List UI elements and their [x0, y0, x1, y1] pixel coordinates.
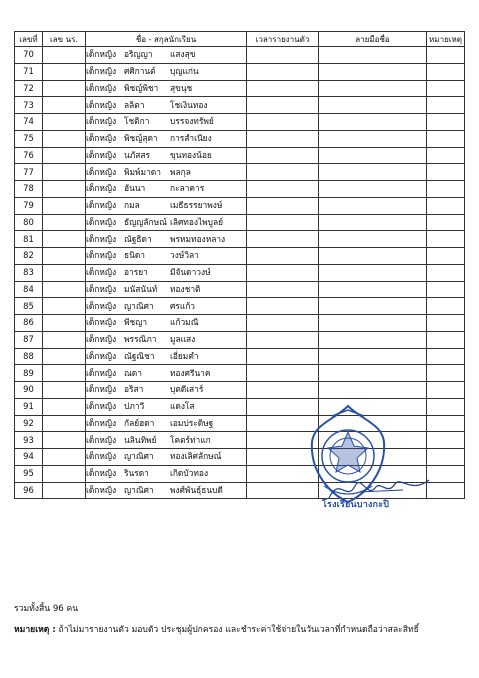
student-id-cell — [43, 130, 86, 147]
row-number: 94 — [15, 449, 43, 466]
student-name-cell — [86, 214, 247, 231]
table-row — [15, 181, 465, 198]
table-row — [15, 449, 465, 466]
report-time-cell — [247, 181, 319, 198]
student-id-cell — [43, 482, 86, 499]
row-number: 87 — [15, 331, 43, 348]
row-number: 93 — [15, 432, 43, 449]
report-time-cell — [247, 164, 319, 181]
last-name: มีจันดาวงษ์ — [170, 267, 211, 278]
remark-cell — [427, 214, 465, 231]
name-prefix: เด็กหญิง — [86, 250, 117, 261]
table-row — [15, 331, 465, 348]
table-row — [15, 415, 465, 432]
last-name: เมธีธรรยาพงษ์ — [170, 200, 223, 211]
signature-cell — [319, 164, 427, 181]
student-name-cell — [86, 181, 247, 198]
report-time-cell — [247, 315, 319, 332]
student-id-cell — [43, 398, 86, 415]
name-prefix: เด็กหญิง — [86, 99, 117, 110]
student-name-cell — [86, 398, 247, 415]
last-name: ทองชาติ — [170, 283, 201, 294]
row-number: 72 — [15, 80, 43, 97]
student-id-cell — [43, 147, 86, 164]
name-prefix: เด็กหญิง — [86, 116, 117, 127]
last-name: แก้วมณี — [170, 317, 199, 328]
student-id-cell — [43, 298, 86, 315]
row-number: 82 — [15, 248, 43, 265]
remark-cell — [427, 197, 465, 214]
header-report-time: เวลารายงานตัว — [247, 32, 319, 47]
signature-cell — [319, 181, 427, 198]
student-id-cell — [43, 248, 86, 265]
row-number: 75 — [15, 130, 43, 147]
signature-cell — [319, 130, 427, 147]
first-name: ลลิตา — [124, 99, 145, 110]
student-id-cell — [43, 214, 86, 231]
student-id-cell — [43, 231, 86, 248]
report-time-cell — [247, 365, 319, 382]
last-name: เอมประดิษฐ — [170, 417, 214, 428]
last-name: สุขนุช — [170, 82, 193, 93]
student-id-cell — [43, 164, 86, 181]
student-name-cell — [86, 164, 247, 181]
table-row — [15, 147, 465, 164]
row-number: 71 — [15, 63, 43, 80]
remark-cell — [427, 248, 465, 265]
name-prefix: เด็กหญิง — [86, 350, 117, 361]
signature-cell — [319, 298, 427, 315]
student-id-cell — [43, 80, 86, 97]
report-time-cell — [247, 264, 319, 281]
name-prefix: เด็กหญิง — [86, 66, 117, 77]
report-time-cell — [247, 147, 319, 164]
first-name: ณัฐณิชา — [124, 350, 155, 361]
row-number: 83 — [15, 264, 43, 281]
signature-cell — [319, 382, 427, 399]
table-row — [15, 248, 465, 265]
first-name: ญาณิศา — [124, 484, 154, 495]
row-number: 84 — [15, 281, 43, 298]
student-name-cell — [86, 298, 247, 315]
student-id-cell — [43, 63, 86, 80]
table-row — [15, 298, 465, 315]
report-time-cell — [247, 231, 319, 248]
student-name-cell — [86, 281, 247, 298]
remark-cell — [427, 63, 465, 80]
first-name: โชติกา — [124, 116, 150, 127]
report-time-cell — [247, 331, 319, 348]
report-time-cell — [247, 97, 319, 114]
first-name: ณดา — [124, 367, 142, 378]
student-name-cell — [86, 63, 247, 80]
student-name-cell — [86, 315, 247, 332]
table-row — [15, 315, 465, 332]
last-name: โคตร์ท่าแก — [170, 434, 211, 445]
remark-cell — [427, 298, 465, 315]
student-name-cell — [86, 382, 247, 399]
table-row — [15, 398, 465, 415]
remark-cell — [427, 114, 465, 131]
name-prefix: เด็กหญิง — [86, 300, 117, 311]
first-name: ธัญญลักษณ์ — [124, 216, 167, 227]
first-name: อารยา — [124, 267, 148, 278]
student-name-cell — [86, 465, 247, 482]
student-name-cell — [86, 197, 247, 214]
row-number: 81 — [15, 231, 43, 248]
signature-cell — [319, 348, 427, 365]
name-prefix: เด็กหญิง — [86, 384, 117, 395]
student-id-cell — [43, 382, 86, 399]
name-prefix: เด็กหญิง — [86, 367, 117, 378]
student-name-cell — [86, 432, 247, 449]
first-name: ปภาวี — [124, 401, 145, 412]
student-name-cell — [86, 365, 247, 382]
table-row — [15, 130, 465, 147]
student-id-cell — [43, 415, 86, 432]
first-name: พรรณิภา — [124, 334, 157, 345]
signature-cell — [319, 97, 427, 114]
student-name-cell — [86, 264, 247, 281]
last-name: มูลแสง — [170, 334, 196, 345]
student-id-cell — [43, 181, 86, 198]
table-row — [15, 80, 465, 97]
name-prefix: เด็กหญิง — [86, 149, 117, 160]
remark-cell — [427, 80, 465, 97]
report-time-cell — [247, 214, 319, 231]
student-id-cell — [43, 264, 86, 281]
student-id-cell — [43, 47, 86, 64]
report-time-cell — [247, 80, 319, 97]
row-number: 79 — [15, 197, 43, 214]
row-number: 96 — [15, 482, 43, 499]
remark-note — [14, 622, 419, 636]
student-id-cell — [43, 331, 86, 348]
first-name: พิชญ์สุดา — [124, 133, 158, 144]
name-prefix: เด็กหญิง — [86, 434, 117, 445]
report-time-cell — [247, 281, 319, 298]
student-id-cell — [43, 97, 86, 114]
remark-cell — [427, 331, 465, 348]
report-time-cell — [247, 382, 319, 399]
first-name: ฮันนา — [124, 183, 146, 194]
last-name: เลิศทองไพบูลย์ — [170, 216, 224, 227]
summary-count: 96 — [52, 604, 64, 614]
student-name-cell — [86, 47, 247, 64]
student-name-cell — [86, 130, 247, 147]
first-name: นลินทิพย์ — [124, 434, 157, 445]
name-prefix: เด็กหญิง — [86, 200, 117, 211]
name-prefix: เด็กหญิง — [86, 133, 117, 144]
first-name: มนัสนันท์ — [124, 283, 158, 294]
last-name: เอี่ยมคำ — [170, 350, 199, 361]
name-prefix: เด็กหญิง — [86, 216, 117, 227]
last-name: ศรแก้ว — [170, 300, 195, 311]
signature-cell — [319, 63, 427, 80]
row-number: 89 — [15, 365, 43, 382]
row-number: 80 — [15, 214, 43, 231]
remark-cell — [427, 398, 465, 415]
last-name: บรรจงทรัพย์ — [170, 116, 214, 127]
student-name-cell — [86, 80, 247, 97]
signature-cell — [319, 197, 427, 214]
header-remark: หมายเหตุ — [427, 32, 465, 47]
student-name-cell — [86, 331, 247, 348]
row-number: 70 — [15, 47, 43, 64]
remark-cell — [427, 365, 465, 382]
row-number: 78 — [15, 181, 43, 198]
name-prefix: เด็กหญิง — [86, 451, 117, 462]
signature-cell — [319, 331, 427, 348]
signature-cell — [319, 147, 427, 164]
last-name: เกิดบัวทอง — [170, 468, 209, 479]
report-time-cell — [247, 248, 319, 265]
remark-cell — [427, 281, 465, 298]
first-name: ญาณิศา — [124, 451, 154, 462]
signature-cell — [319, 114, 427, 131]
last-name: แดงโส — [170, 401, 195, 412]
row-number: 91 — [15, 398, 43, 415]
table-row — [15, 47, 465, 64]
last-name: พงศ์พันธุ์ธนบดี — [170, 484, 223, 495]
student-roster-table — [14, 31, 465, 499]
header-student-id: เลข นร. — [43, 32, 86, 47]
first-name: กมล — [124, 200, 140, 211]
report-time-cell — [247, 63, 319, 80]
last-name: พรหมทองหลาง — [170, 233, 226, 244]
first-name: ณัฐธิดา — [124, 233, 152, 244]
signature-cell — [319, 315, 427, 332]
row-number: 90 — [15, 382, 43, 399]
table-header — [15, 32, 465, 47]
name-prefix: เด็กหญิง — [86, 484, 117, 495]
first-name: รินรดา — [124, 468, 149, 479]
remark-cell — [427, 147, 465, 164]
name-prefix: เด็กหญิง — [86, 334, 117, 345]
last-name: การสำเนียง — [170, 133, 212, 144]
signature-cell — [319, 264, 427, 281]
row-number: 77 — [15, 164, 43, 181]
row-number: 86 — [15, 315, 43, 332]
student-id-cell — [43, 432, 86, 449]
last-name: ขุนทองน้อย — [170, 149, 212, 160]
name-prefix: เด็กหญิง — [86, 468, 117, 479]
report-time-cell — [247, 47, 319, 64]
report-time-cell — [247, 114, 319, 131]
signature-cell — [319, 365, 427, 382]
row-number: 92 — [15, 415, 43, 432]
last-name: กะลาคาร — [170, 183, 205, 194]
last-name: ทองศรีนาค — [170, 367, 211, 378]
table-row — [15, 197, 465, 214]
first-name: พีชญา — [124, 317, 148, 328]
name-prefix: เด็กหญิง — [86, 82, 117, 93]
student-name-cell — [86, 114, 247, 131]
signature-cell — [319, 281, 427, 298]
student-id-cell — [43, 114, 86, 131]
first-name: ธนิดา — [124, 250, 145, 261]
student-name-cell — [86, 231, 247, 248]
remark-cell — [427, 432, 465, 449]
row-number: 76 — [15, 147, 43, 164]
student-name-cell — [86, 482, 247, 499]
signature-cell — [319, 47, 427, 64]
signature-cell — [319, 231, 427, 248]
total-summary — [14, 601, 78, 615]
last-name: แสงสุข — [170, 49, 196, 60]
remark-cell — [427, 348, 465, 365]
name-prefix: เด็กหญิง — [86, 233, 117, 244]
last-name: โชเงินทอง — [170, 99, 208, 110]
table-row — [15, 264, 465, 281]
table-row — [15, 281, 465, 298]
remark-cell — [427, 164, 465, 181]
signature-cell — [319, 214, 427, 231]
header-no: เลขที่ — [15, 32, 43, 47]
first-name: ญาณิศา — [124, 300, 154, 311]
row-number: 95 — [15, 465, 43, 482]
table-row — [15, 214, 465, 231]
table-row — [15, 348, 465, 365]
remark-cell — [427, 231, 465, 248]
signature-cell — [319, 80, 427, 97]
name-prefix: เด็กหญิง — [86, 417, 117, 428]
student-id-cell — [43, 449, 86, 466]
student-id-cell — [43, 465, 86, 482]
last-name: บุญแก่น — [170, 66, 199, 77]
student-name-cell — [86, 415, 247, 432]
table-row — [15, 365, 465, 382]
last-name: พลกุล — [170, 166, 191, 177]
row-number: 85 — [15, 298, 43, 315]
table-row — [15, 382, 465, 399]
summary-label: รวมทั้งสิ้น — [14, 604, 51, 614]
row-number: 73 — [15, 97, 43, 114]
row-number: 88 — [15, 348, 43, 365]
first-name: อริสา — [124, 384, 144, 395]
student-name-cell — [86, 97, 247, 114]
first-name: พิชญ์พิชา — [124, 82, 159, 93]
remark-cell — [427, 449, 465, 466]
remark-cell — [427, 382, 465, 399]
name-prefix: เด็กหญิง — [86, 283, 117, 294]
remark-cell — [427, 415, 465, 432]
report-time-cell — [247, 197, 319, 214]
header-name: ชื่อ - สกุลนักเรียน — [86, 32, 247, 47]
remark-cell — [427, 264, 465, 281]
name-prefix: เด็กหญิง — [86, 317, 117, 328]
name-prefix: เด็กหญิง — [86, 166, 117, 177]
table-row — [15, 97, 465, 114]
first-name: นภัสสร — [124, 149, 150, 160]
name-prefix: เด็กหญิง — [86, 49, 117, 60]
first-name: พิมพ์มาดา — [124, 166, 161, 177]
row-number: 74 — [15, 114, 43, 131]
student-name-cell — [86, 147, 247, 164]
student-id-cell — [43, 197, 86, 214]
student-name-cell — [86, 248, 247, 265]
remark-cell — [427, 181, 465, 198]
student-id-cell — [43, 365, 86, 382]
report-time-cell — [247, 298, 319, 315]
remark-cell — [427, 97, 465, 114]
student-id-cell — [43, 281, 86, 298]
remark-label: หมายเหตุ : — [14, 625, 56, 635]
table-row — [15, 432, 465, 449]
student-id-cell — [43, 348, 86, 365]
summary-unit: คน — [66, 604, 79, 614]
first-name: กัลย์ฮดา — [124, 417, 155, 428]
student-name-cell — [86, 348, 247, 365]
report-time-cell — [247, 130, 319, 147]
remark-text: ถ้าไม่มารายงานตัว มอบตัว ประชุมผู้ปกครอง และชำระค่าใช้จ่ายในวันเวลาที่กำหนดถือว่าสละสิทธิ์ — [58, 625, 419, 635]
signature-cell — [319, 248, 427, 265]
table-row — [15, 114, 465, 131]
last-name: ทองเลิศลักษณ์ — [170, 451, 222, 462]
name-prefix: เด็กหญิง — [86, 401, 117, 412]
remark-cell — [427, 130, 465, 147]
last-name: วงษ์วิลา — [170, 250, 199, 261]
table-row — [15, 63, 465, 80]
remark-cell — [427, 47, 465, 64]
table-body — [15, 47, 465, 499]
first-name: อริญญา — [124, 49, 153, 60]
seal-caption: โรงเรียนบางกะปิ — [322, 500, 390, 510]
student-name-cell — [86, 449, 247, 466]
name-prefix: เด็กหญิง — [86, 267, 117, 278]
first-name: ศศิกานต์ — [124, 66, 156, 77]
remark-cell — [427, 315, 465, 332]
last-name: บุตดีเสาร์ — [170, 384, 204, 395]
header-signature: ลายมือชื่อ — [319, 32, 427, 47]
report-time-cell — [247, 348, 319, 365]
table-row — [15, 164, 465, 181]
name-prefix: เด็กหญิง — [86, 183, 117, 194]
student-id-cell — [43, 315, 86, 332]
table-row — [15, 231, 465, 248]
